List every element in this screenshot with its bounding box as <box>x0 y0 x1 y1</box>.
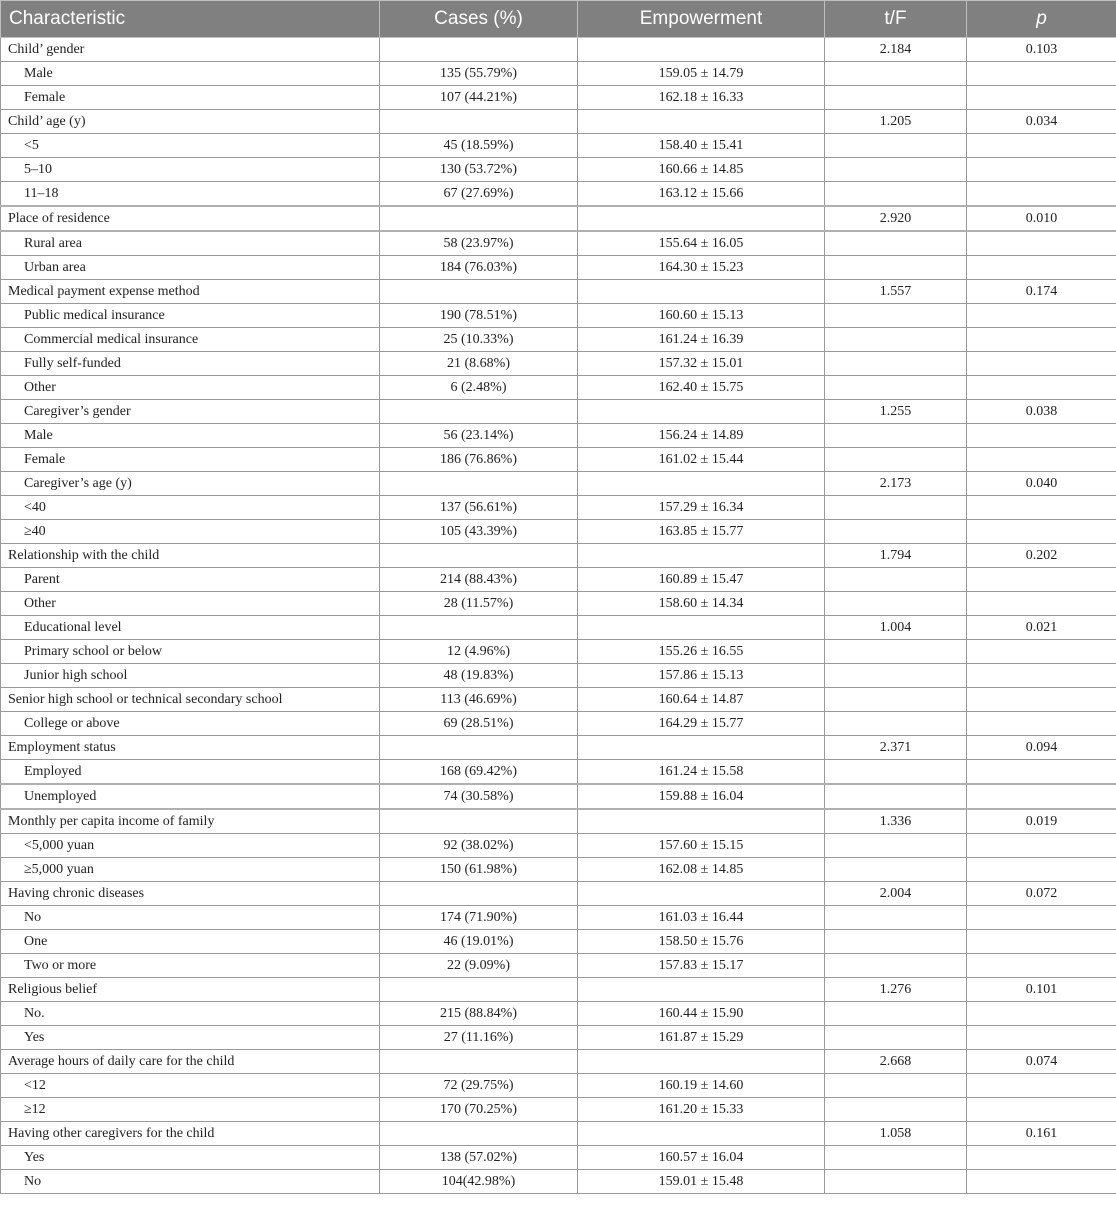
table-row <box>1 592 1116 616</box>
table-row <box>1 472 1116 496</box>
tf-cell <box>825 1098 967 1122</box>
table-row <box>1 1026 1116 1050</box>
tf-cell <box>825 328 967 352</box>
empowerment-cell: 161.87 ± 15.29 <box>578 1026 825 1050</box>
tf-cell: 2.371 <box>825 736 967 760</box>
row-label: Caregiver’s gender <box>1 400 380 424</box>
tf-cell <box>825 376 967 400</box>
empowerment-cell: 160.66 ± 14.85 <box>578 158 825 182</box>
empowerment-cell: 162.40 ± 15.75 <box>578 376 825 400</box>
p-cell <box>967 496 1116 520</box>
p-cell <box>967 1098 1116 1122</box>
row-label: 5–10 <box>1 158 380 182</box>
p-cell <box>967 688 1116 712</box>
tf-cell <box>825 448 967 472</box>
cases-cell <box>380 472 578 496</box>
table-row <box>1 182 1116 207</box>
row-label: <12 <box>1 1074 380 1098</box>
tf-cell <box>825 664 967 688</box>
cases-cell: 113 (46.69%) <box>380 688 578 712</box>
empowerment-cell: 160.89 ± 15.47 <box>578 568 825 592</box>
empowerment-cell: 161.02 ± 15.44 <box>578 448 825 472</box>
row-label: Parent <box>1 568 380 592</box>
table-row <box>1 809 1116 834</box>
p-cell <box>967 664 1116 688</box>
tf-cell <box>825 858 967 882</box>
p-cell <box>967 134 1116 158</box>
tf-cell <box>825 1002 967 1026</box>
empowerment-cell: 160.19 ± 14.60 <box>578 1074 825 1098</box>
empowerment-cell <box>578 616 825 640</box>
row-label: Employment status <box>1 736 380 760</box>
tf-cell <box>825 134 967 158</box>
cases-cell <box>380 544 578 568</box>
tf-cell: 2.004 <box>825 882 967 906</box>
header-tf: t/F <box>825 1 967 38</box>
empowerment-cell <box>578 206 825 231</box>
empowerment-cell <box>578 110 825 134</box>
tf-cell <box>825 712 967 736</box>
row-label: Unemployed <box>1 784 380 809</box>
p-cell <box>967 592 1116 616</box>
p-cell <box>967 858 1116 882</box>
cases-cell <box>380 978 578 1002</box>
p-cell <box>967 568 1116 592</box>
p-cell <box>967 906 1116 930</box>
tf-cell <box>825 640 967 664</box>
table-row <box>1 906 1116 930</box>
row-label: No. <box>1 1002 380 1026</box>
row-label: Senior high school or technical secondary school <box>1 688 380 712</box>
p-cell: 0.072 <box>967 882 1116 906</box>
empowerment-cell: 160.57 ± 16.04 <box>578 1146 825 1170</box>
empowerment-cell: 160.44 ± 15.90 <box>578 1002 825 1026</box>
tf-cell <box>825 86 967 110</box>
tf-cell <box>825 352 967 376</box>
row-label: Place of residence <box>1 206 380 231</box>
empowerment-cell: 163.85 ± 15.77 <box>578 520 825 544</box>
cases-cell: 74 (30.58%) <box>380 784 578 809</box>
empowerment-cell: 161.03 ± 16.44 <box>578 906 825 930</box>
table-row <box>1 448 1116 472</box>
p-cell <box>967 182 1116 207</box>
cases-cell: 12 (4.96%) <box>380 640 578 664</box>
row-label: Yes <box>1 1146 380 1170</box>
empowerment-cell: 164.30 ± 15.23 <box>578 256 825 280</box>
p-cell <box>967 158 1116 182</box>
empowerment-cell: 158.40 ± 15.41 <box>578 134 825 158</box>
empowerment-cell: 158.50 ± 15.76 <box>578 930 825 954</box>
p-cell <box>967 640 1116 664</box>
p-cell <box>967 954 1116 978</box>
p-cell <box>967 1026 1116 1050</box>
empowerment-cell: 162.08 ± 14.85 <box>578 858 825 882</box>
row-label: Female <box>1 448 380 472</box>
row-label: Public medical insurance <box>1 304 380 328</box>
empowerment-cell <box>578 544 825 568</box>
header-p: p <box>967 1 1116 38</box>
row-label: Yes <box>1 1026 380 1050</box>
p-cell <box>967 328 1116 352</box>
p-cell: 0.161 <box>967 1122 1116 1146</box>
p-cell <box>967 231 1116 256</box>
p-cell <box>967 256 1116 280</box>
tf-cell: 1.205 <box>825 110 967 134</box>
empowerment-cell <box>578 472 825 496</box>
table-row <box>1 400 1116 424</box>
row-label: Two or more <box>1 954 380 978</box>
row-label: Child’ age (y) <box>1 110 380 134</box>
row-label: Having other caregivers for the child <box>1 1122 380 1146</box>
cases-cell: 150 (61.98%) <box>380 858 578 882</box>
table-row <box>1 978 1116 1002</box>
table-row <box>1 256 1116 280</box>
table-row <box>1 520 1116 544</box>
cases-cell: 58 (23.97%) <box>380 231 578 256</box>
row-label: Primary school or below <box>1 640 380 664</box>
row-label: ≥12 <box>1 1098 380 1122</box>
cases-cell: 104(42.98%) <box>380 1170 578 1194</box>
p-cell <box>967 62 1116 86</box>
table-row <box>1 784 1116 809</box>
empowerment-cell: 157.32 ± 15.01 <box>578 352 825 376</box>
empowerment-cell <box>578 280 825 304</box>
cases-cell: 92 (38.02%) <box>380 834 578 858</box>
empowerment-cell: 161.24 ± 15.58 <box>578 760 825 785</box>
row-label: Caregiver’s age (y) <box>1 472 380 496</box>
row-label: Relationship with the child <box>1 544 380 568</box>
table-row <box>1 688 1116 712</box>
tf-cell <box>825 688 967 712</box>
cases-cell <box>380 110 578 134</box>
cases-cell <box>380 1050 578 1074</box>
cases-cell: 168 (69.42%) <box>380 760 578 785</box>
table-row <box>1 424 1116 448</box>
p-cell <box>967 376 1116 400</box>
tf-cell: 1.276 <box>825 978 967 1002</box>
header-characteristic: Characteristic <box>1 1 380 38</box>
row-label: Fully self-funded <box>1 352 380 376</box>
empowerment-cell: 157.60 ± 15.15 <box>578 834 825 858</box>
cases-cell: 69 (28.51%) <box>380 712 578 736</box>
tf-cell <box>825 1026 967 1050</box>
table-row <box>1 1002 1116 1026</box>
empowerment-cell <box>578 38 825 62</box>
tf-cell <box>825 834 967 858</box>
p-cell <box>967 930 1116 954</box>
row-label: Average hours of daily care for the child <box>1 1050 380 1074</box>
p-cell: 0.174 <box>967 280 1116 304</box>
p-cell <box>967 86 1116 110</box>
cases-cell: 184 (76.03%) <box>380 256 578 280</box>
table-row <box>1 280 1116 304</box>
table-row <box>1 376 1116 400</box>
tf-cell <box>825 424 967 448</box>
row-label: <5 <box>1 134 380 158</box>
table-row <box>1 882 1116 906</box>
empowerment-cell <box>578 400 825 424</box>
table-row <box>1 206 1116 231</box>
cases-cell: 56 (23.14%) <box>380 424 578 448</box>
row-label: <40 <box>1 496 380 520</box>
cases-cell: 48 (19.83%) <box>380 664 578 688</box>
tf-cell <box>825 1146 967 1170</box>
tf-cell: 1.557 <box>825 280 967 304</box>
row-label: Junior high school <box>1 664 380 688</box>
row-label: ≥40 <box>1 520 380 544</box>
empowerment-cell: 160.60 ± 15.13 <box>578 304 825 328</box>
table-row <box>1 712 1116 736</box>
table-row <box>1 1146 1116 1170</box>
tf-cell <box>825 496 967 520</box>
cases-cell: 107 (44.21%) <box>380 86 578 110</box>
cases-cell: 72 (29.75%) <box>380 1074 578 1098</box>
table-row <box>1 664 1116 688</box>
empowerment-cell <box>578 1050 825 1074</box>
table-row <box>1 616 1116 640</box>
empowerment-cell: 155.26 ± 16.55 <box>578 640 825 664</box>
tf-cell: 1.004 <box>825 616 967 640</box>
header-row <box>1 1 1116 38</box>
empowerment-cell: 158.60 ± 14.34 <box>578 592 825 616</box>
tf-cell <box>825 760 967 785</box>
table-row <box>1 86 1116 110</box>
table-row <box>1 736 1116 760</box>
row-label: Religious belief <box>1 978 380 1002</box>
tf-cell <box>825 304 967 328</box>
p-cell <box>967 1074 1116 1098</box>
cases-cell: 27 (11.16%) <box>380 1026 578 1050</box>
cases-cell <box>380 882 578 906</box>
empowerment-cell: 156.24 ± 14.89 <box>578 424 825 448</box>
p-cell <box>967 1002 1116 1026</box>
cases-cell <box>380 280 578 304</box>
cases-cell: 137 (56.61%) <box>380 496 578 520</box>
table-row <box>1 328 1116 352</box>
row-label: Employed <box>1 760 380 785</box>
cases-cell: 138 (57.02%) <box>380 1146 578 1170</box>
p-cell: 0.103 <box>967 38 1116 62</box>
cases-cell: 214 (88.43%) <box>380 568 578 592</box>
table-row <box>1 1122 1116 1146</box>
tf-cell: 1.336 <box>825 809 967 834</box>
empowerment-cell: 159.88 ± 16.04 <box>578 784 825 809</box>
table-row <box>1 38 1116 62</box>
p-cell <box>967 304 1116 328</box>
cases-cell: 21 (8.68%) <box>380 352 578 376</box>
tf-cell <box>825 568 967 592</box>
empowerment-cell <box>578 1122 825 1146</box>
row-label: College or above <box>1 712 380 736</box>
p-cell <box>967 352 1116 376</box>
table-row <box>1 158 1116 182</box>
row-label: Child’ gender <box>1 38 380 62</box>
table-row <box>1 496 1116 520</box>
empowerment-cell: 159.01 ± 15.48 <box>578 1170 825 1194</box>
tf-cell <box>825 784 967 809</box>
tf-cell: 2.184 <box>825 38 967 62</box>
row-label: Other <box>1 592 380 616</box>
table-row <box>1 1074 1116 1098</box>
cases-cell: 135 (55.79%) <box>380 62 578 86</box>
row-label: Other <box>1 376 380 400</box>
cases-cell <box>380 616 578 640</box>
tf-cell <box>825 520 967 544</box>
row-label: Medical payment expense method <box>1 280 380 304</box>
table-row <box>1 1170 1116 1194</box>
cases-cell: 46 (19.01%) <box>380 930 578 954</box>
row-label: Male <box>1 62 380 86</box>
row-label: Educational level <box>1 616 380 640</box>
tf-cell <box>825 182 967 207</box>
table-row <box>1 110 1116 134</box>
cases-cell: 22 (9.09%) <box>380 954 578 978</box>
cases-cell <box>380 400 578 424</box>
p-cell: 0.074 <box>967 1050 1116 1074</box>
header-cases: Cases (%) <box>380 1 578 38</box>
p-cell: 0.019 <box>967 809 1116 834</box>
table-row <box>1 304 1116 328</box>
tf-cell <box>825 256 967 280</box>
tf-cell <box>825 930 967 954</box>
tf-cell <box>825 1074 967 1098</box>
tf-cell: 1.794 <box>825 544 967 568</box>
tf-cell: 1.058 <box>825 1122 967 1146</box>
empowerment-cell: 157.86 ± 15.13 <box>578 664 825 688</box>
p-cell: 0.034 <box>967 110 1116 134</box>
p-cell: 0.094 <box>967 736 1116 760</box>
tf-cell <box>825 158 967 182</box>
empowerment-cell <box>578 978 825 1002</box>
table-body <box>1 38 1116 1194</box>
cases-cell: 130 (53.72%) <box>380 158 578 182</box>
row-label: 11–18 <box>1 182 380 207</box>
p-cell <box>967 520 1116 544</box>
empowerment-cell: 157.29 ± 16.34 <box>578 496 825 520</box>
table-row <box>1 640 1116 664</box>
cases-cell: 45 (18.59%) <box>380 134 578 158</box>
tf-cell <box>825 1170 967 1194</box>
empowerment-cell: 157.83 ± 15.17 <box>578 954 825 978</box>
table-row <box>1 858 1116 882</box>
row-label: <5,000 yuan <box>1 834 380 858</box>
header-empowerment: Empowerment <box>578 1 825 38</box>
row-label: Female <box>1 86 380 110</box>
p-cell: 0.010 <box>967 206 1116 231</box>
tf-cell: 2.173 <box>825 472 967 496</box>
cases-cell: 67 (27.69%) <box>380 182 578 207</box>
row-label: No <box>1 1170 380 1194</box>
p-cell <box>967 1170 1116 1194</box>
cases-cell <box>380 809 578 834</box>
cases-cell <box>380 1122 578 1146</box>
tf-cell <box>825 906 967 930</box>
row-label: Having chronic diseases <box>1 882 380 906</box>
table-row <box>1 231 1116 256</box>
table-row <box>1 134 1116 158</box>
cases-cell: 170 (70.25%) <box>380 1098 578 1122</box>
empowerment-cell <box>578 882 825 906</box>
p-cell: 0.101 <box>967 978 1116 1002</box>
tf-cell: 1.255 <box>825 400 967 424</box>
p-cell: 0.038 <box>967 400 1116 424</box>
row-label: Monthly per capita income of family <box>1 809 380 834</box>
tf-cell <box>825 62 967 86</box>
cases-cell <box>380 206 578 231</box>
cases-cell: 105 (43.39%) <box>380 520 578 544</box>
cases-cell: 174 (71.90%) <box>380 906 578 930</box>
tf-cell <box>825 592 967 616</box>
p-cell: 0.021 <box>967 616 1116 640</box>
table-row <box>1 352 1116 376</box>
empowerment-cell: 163.12 ± 15.66 <box>578 182 825 207</box>
table-row <box>1 62 1116 86</box>
tf-cell <box>825 954 967 978</box>
table-row <box>1 568 1116 592</box>
tf-cell: 2.668 <box>825 1050 967 1074</box>
row-label: Male <box>1 424 380 448</box>
table-row <box>1 954 1116 978</box>
empowerment-cell: 159.05 ± 14.79 <box>578 62 825 86</box>
cases-cell: 190 (78.51%) <box>380 304 578 328</box>
empowerment-cell <box>578 736 825 760</box>
cases-cell <box>380 38 578 62</box>
row-label: Rural area <box>1 231 380 256</box>
p-cell <box>967 784 1116 809</box>
row-label: One <box>1 930 380 954</box>
cases-cell <box>380 736 578 760</box>
p-cell <box>967 712 1116 736</box>
table-row <box>1 544 1116 568</box>
cases-cell: 186 (76.86%) <box>380 448 578 472</box>
empowerment-cell: 161.24 ± 16.39 <box>578 328 825 352</box>
empowerment-cell <box>578 809 825 834</box>
cases-cell: 25 (10.33%) <box>380 328 578 352</box>
empowerment-cell: 160.64 ± 14.87 <box>578 688 825 712</box>
empowerment-cell: 155.64 ± 16.05 <box>578 231 825 256</box>
row-label: Commercial medical insurance <box>1 328 380 352</box>
tf-cell <box>825 231 967 256</box>
empowerment-cell: 164.29 ± 15.77 <box>578 712 825 736</box>
cases-cell: 28 (11.57%) <box>380 592 578 616</box>
row-label: No <box>1 906 380 930</box>
cases-cell: 6 (2.48%) <box>380 376 578 400</box>
p-cell: 0.202 <box>967 544 1116 568</box>
tf-cell: 2.920 <box>825 206 967 231</box>
empowerment-cell: 162.18 ± 16.33 <box>578 86 825 110</box>
p-cell <box>967 1146 1116 1170</box>
p-cell <box>967 448 1116 472</box>
p-cell <box>967 834 1116 858</box>
p-cell: 0.040 <box>967 472 1116 496</box>
row-label: Urban area <box>1 256 380 280</box>
table-row <box>1 930 1116 954</box>
table-row <box>1 1098 1116 1122</box>
empowerment-cell: 161.20 ± 15.33 <box>578 1098 825 1122</box>
row-label: ≥5,000 yuan <box>1 858 380 882</box>
cases-cell: 215 (88.84%) <box>380 1002 578 1026</box>
p-cell <box>967 760 1116 785</box>
p-cell <box>967 424 1116 448</box>
table-row <box>1 834 1116 858</box>
table-row <box>1 1050 1116 1074</box>
table-row <box>1 760 1116 785</box>
